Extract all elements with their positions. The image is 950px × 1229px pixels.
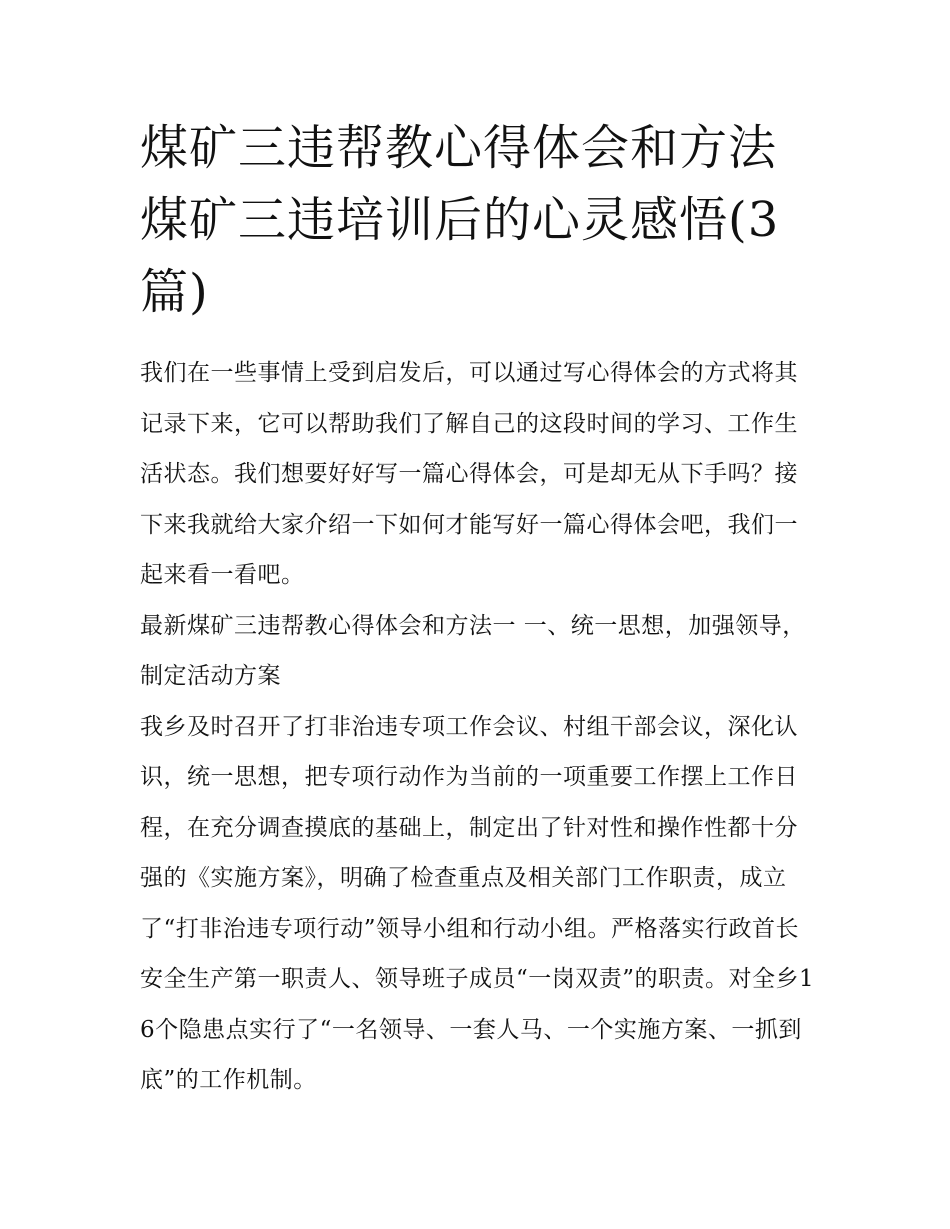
content-paragraph: 我乡及时召开了打非治违专项工作会议、村组干部会议，深化认识，统一思想，把专项行动作为当前的一项重要工作摆上工作日程，在充分调查摸底的基础上，制定出了针对性和操作性都十分强的《实施方案》，明确了检查重点及相关部门工作职责，成立了“打非治违专项行动”领导小组和行动小组。严格落实行政首长安全生产第一职责人、领导班子成员“一岗双责”的职责。对全乡16个隐患点实行了“一名领导、一套人马、一个实施方案、一抓到底”的工作机制。 bbox=[140, 713, 815, 1093]
document-body bbox=[140, 348, 815, 1106]
section-heading-paragraph: 最新煤矿三违帮教心得体会和方法一 一、统一思想，加强领导，制定活动方案 bbox=[140, 612, 806, 689]
document-title: 煤矿三违帮教心得体会和方法 煤矿三违培训后的心灵感悟(3篇) bbox=[140, 120, 780, 320]
intro-paragraph: 我们在一些事情上受到启发后，可以通过写心得体会的方式将其记录下来，它可以帮助我们了解自己的这段时间的学习、工作生活状态。我们想要好好写一篇心得体会，可是却无从下手吗？接下来我就给大家介绍一下如何才能写好一篇心得体会吧，我们一起来看一看吧。 bbox=[140, 360, 798, 588]
document-page bbox=[140, 112, 815, 1106]
